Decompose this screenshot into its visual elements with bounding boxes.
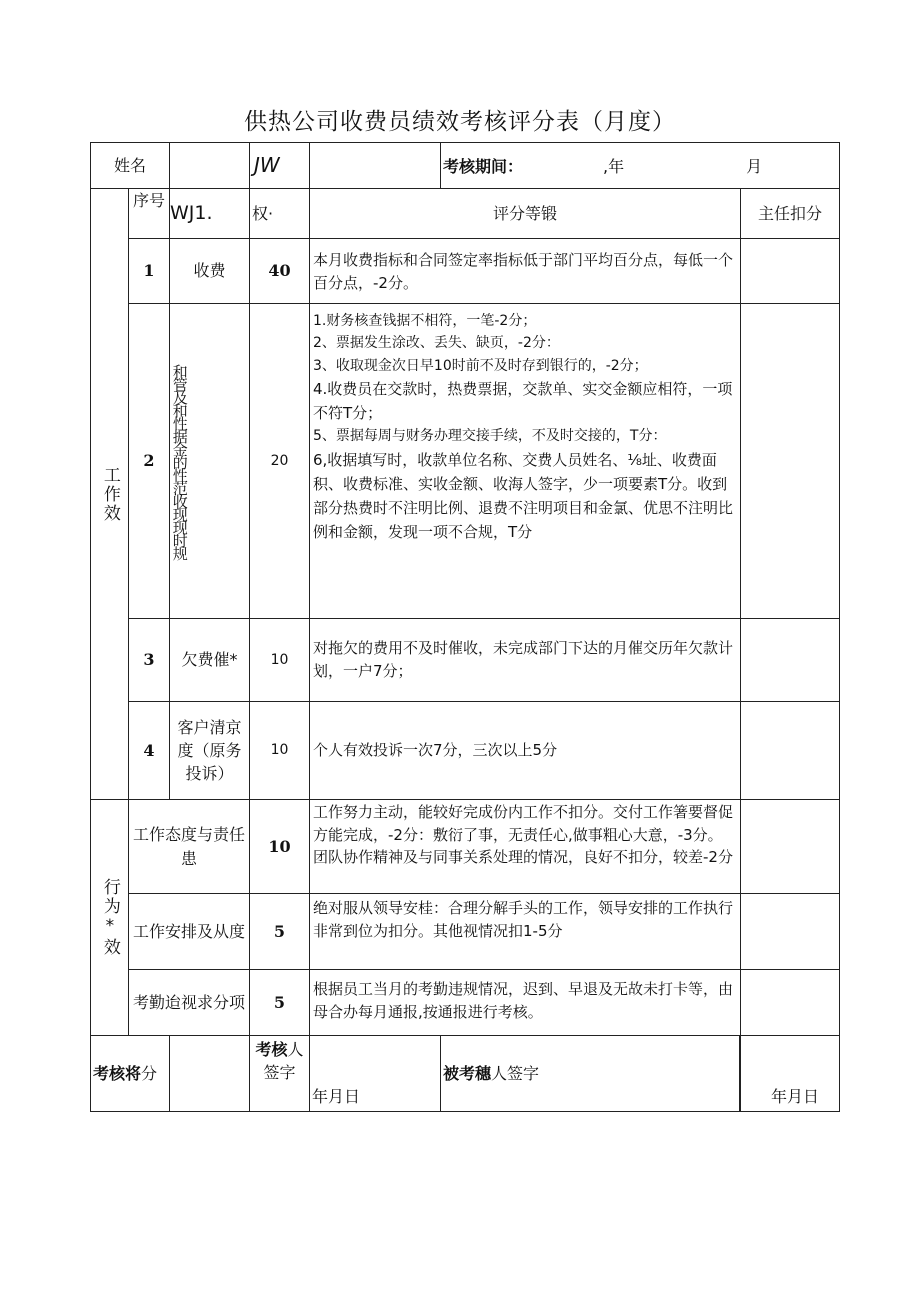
row2-item-text: 和管及和性据金的性范收现现时规 bbox=[170, 363, 189, 559]
col-deduction-label: 主任扣分 bbox=[757, 203, 822, 223]
assessor-label-bold: 考核 bbox=[255, 1040, 288, 1059]
row3-seq-text: 3 bbox=[143, 650, 155, 670]
behavior3-item bbox=[128, 969, 250, 1036]
period-cell bbox=[440, 142, 840, 189]
page-title: 供热公司收费员绩效考核评分表（月度） bbox=[244, 109, 676, 135]
assessor-label-cell bbox=[249, 1035, 310, 1112]
row4-seq bbox=[128, 701, 170, 800]
row1-seq bbox=[128, 238, 170, 304]
row3-item bbox=[169, 618, 250, 702]
name-value-cell bbox=[249, 142, 310, 189]
row2-seq-text: 2 bbox=[143, 451, 155, 471]
row1-criteria bbox=[309, 238, 741, 304]
row3-seq bbox=[128, 618, 170, 702]
row2-criteria bbox=[309, 303, 741, 619]
row4-criteria-line: 个人有效投诉一次7分，三次以上5分 bbox=[313, 740, 558, 759]
behavior2-weight bbox=[249, 893, 310, 970]
row4-weight bbox=[249, 701, 310, 800]
behavior1-criteria bbox=[309, 799, 741, 894]
assessee-label-cell bbox=[440, 1035, 740, 1112]
period-label: 考核期间： bbox=[443, 157, 524, 176]
col-item-label: WJ1. bbox=[170, 201, 213, 224]
row2-criteria-line: 1.财务核查钱据不相符，一笔-2分； bbox=[313, 313, 537, 329]
behavior3-deduction-input[interactable] bbox=[740, 969, 840, 1036]
assessor-label-rest: 人签字 bbox=[263, 1040, 304, 1083]
total-score-label-bold: 考核将 bbox=[93, 1063, 142, 1083]
month-label: 月 bbox=[746, 157, 763, 176]
row3-weight-text: 10 bbox=[270, 651, 289, 668]
row1-item bbox=[169, 238, 250, 304]
assessee-label-bold: 被考穗 bbox=[443, 1063, 492, 1083]
col-weight-label: 权· bbox=[252, 203, 274, 223]
row1-seq-text: 1 bbox=[143, 261, 155, 281]
behavior1-deduction-input[interactable] bbox=[740, 799, 840, 894]
col-item-header bbox=[169, 188, 250, 239]
col-deduction-header bbox=[740, 188, 840, 239]
behavior1-weight-text: 10 bbox=[268, 836, 291, 856]
header-blank-cell bbox=[309, 142, 441, 189]
row2-criteria-line: 2、票据发生涂改、丢失、缺页，-2分： bbox=[313, 335, 560, 352]
row2-criteria-line: 4.收费员在交款时，热费票据，交款单、实交金额应相符，一项不符T分； bbox=[313, 380, 733, 423]
name-value: JW bbox=[254, 153, 280, 177]
assessee-signature-cell[interactable] bbox=[740, 1035, 840, 1112]
behavior2-criteria-line: 绝对服从领导安桂：合理分解手头的工作，领导安排的工作执行非常到位为扣分。其他视情况扣1-5分 bbox=[313, 899, 734, 941]
col-weight-header bbox=[249, 188, 310, 239]
behavior1-weight bbox=[249, 799, 310, 894]
row4-seq-text: 4 bbox=[143, 740, 155, 760]
row1-criteria-line: 本月收费指标和合同签定率指标低于部门平均百分点，每低一个百分点，-2分。 bbox=[313, 251, 734, 293]
col-criteria-header bbox=[309, 188, 741, 239]
section-work-cell bbox=[90, 188, 129, 800]
section-behavior-cell bbox=[90, 799, 129, 1036]
row2-weight-text: 20 bbox=[270, 452, 289, 469]
behavior1-criteria-line: 工作努力主动，能较好完成份内工作不扣分。交付工作箸要督促方能完成，-2分：敷衍了事，无责任心,做事粗心大意，-3分。团队协作精神及与同事关系处理的情况，良好不扣分，较差-2分 bbox=[313, 803, 734, 866]
col-criteria-label: 评分等锻 bbox=[492, 203, 557, 223]
row2-criteria-line: 3、收取现金次日早10时前不及时存到银行的，-2分； bbox=[313, 357, 648, 374]
row2-item bbox=[169, 303, 250, 619]
behavior2-deduction-input[interactable] bbox=[740, 893, 840, 970]
row1-item-text: 收费 bbox=[193, 261, 226, 281]
row3-criteria bbox=[309, 618, 741, 702]
row2-deduction-input[interactable] bbox=[740, 303, 840, 619]
behavior1-item-text: 工作态度与责任患 bbox=[133, 825, 246, 868]
row4-weight-text: 10 bbox=[270, 742, 289, 759]
total-score-label-rest: 分 bbox=[141, 1063, 158, 1083]
assessor-label bbox=[250, 1038, 309, 1084]
behavior3-weight-text: 5 bbox=[273, 992, 286, 1012]
assessor-signature-cell[interactable] bbox=[309, 1035, 441, 1112]
behavior2-item-text: 工作安排及从度 bbox=[133, 921, 246, 941]
total-score-label-cell bbox=[90, 1035, 170, 1112]
col-seq-header bbox=[128, 188, 170, 239]
row3-item-text: 欠费催* bbox=[181, 650, 238, 670]
row3-deduction-input[interactable] bbox=[740, 618, 840, 702]
behavior2-criteria bbox=[309, 893, 741, 970]
year-label: ,年 bbox=[603, 157, 625, 176]
row3-weight bbox=[249, 618, 310, 702]
row4-deduction-input[interactable] bbox=[740, 701, 840, 800]
row2-seq bbox=[128, 303, 170, 619]
name-label: 姓名 bbox=[113, 155, 146, 175]
assessee-label-rest: 人签字 bbox=[491, 1063, 540, 1083]
row1-weight bbox=[249, 238, 310, 304]
row4-item-text: 客户清京度（原务投诉） bbox=[177, 717, 242, 784]
row1-weight-text: 40 bbox=[268, 261, 291, 281]
row1-deduction-input[interactable] bbox=[740, 238, 840, 304]
section-behavior-label: 行为*效 bbox=[99, 878, 120, 957]
name-blank-cell[interactable] bbox=[169, 142, 250, 189]
assessee-date: 年月日 bbox=[770, 1087, 819, 1106]
row2-criteria-line: 5、票据每周与财务办理交接手续，不及时交接的，T分： bbox=[313, 428, 667, 445]
name-label-cell bbox=[90, 142, 170, 189]
row3-criteria-line: 对拖欠的费用不及时催收，未完成部门下达的月催交历年欠款计划，一户7分； bbox=[313, 639, 734, 681]
row2-weight bbox=[249, 303, 310, 619]
col-seq-label: 序号 bbox=[132, 191, 165, 210]
behavior2-weight-text: 5 bbox=[273, 921, 286, 941]
behavior3-weight bbox=[249, 969, 310, 1036]
section-work-label: 工作效 bbox=[99, 465, 120, 523]
behavior3-item-text: 考勤迨视求分项 bbox=[133, 992, 246, 1012]
behavior3-criteria-line: 根据员工当月的考勤违规情况，迟到、早退及无故未打卡等，由母合办每月通报,按通报进行考核。 bbox=[313, 980, 734, 1022]
behavior3-criteria bbox=[309, 969, 741, 1036]
assessor-date: 年月日 bbox=[312, 1087, 361, 1106]
row2-criteria-line: 6,收据填写时，收款单位名称、交费人员姓名、⅛址、收费面积、收费标准、实收金额、收海人签字，少一项要素T分。收到部分热费时不注明比例、退费不注明项目和金氯、优思不注明比例和金额，发现一项不合规，T分 bbox=[313, 450, 734, 541]
behavior1-item bbox=[128, 799, 250, 894]
total-score-input[interactable] bbox=[169, 1035, 250, 1112]
row4-item bbox=[169, 701, 250, 800]
row4-criteria bbox=[309, 701, 741, 800]
behavior2-item bbox=[128, 893, 250, 970]
